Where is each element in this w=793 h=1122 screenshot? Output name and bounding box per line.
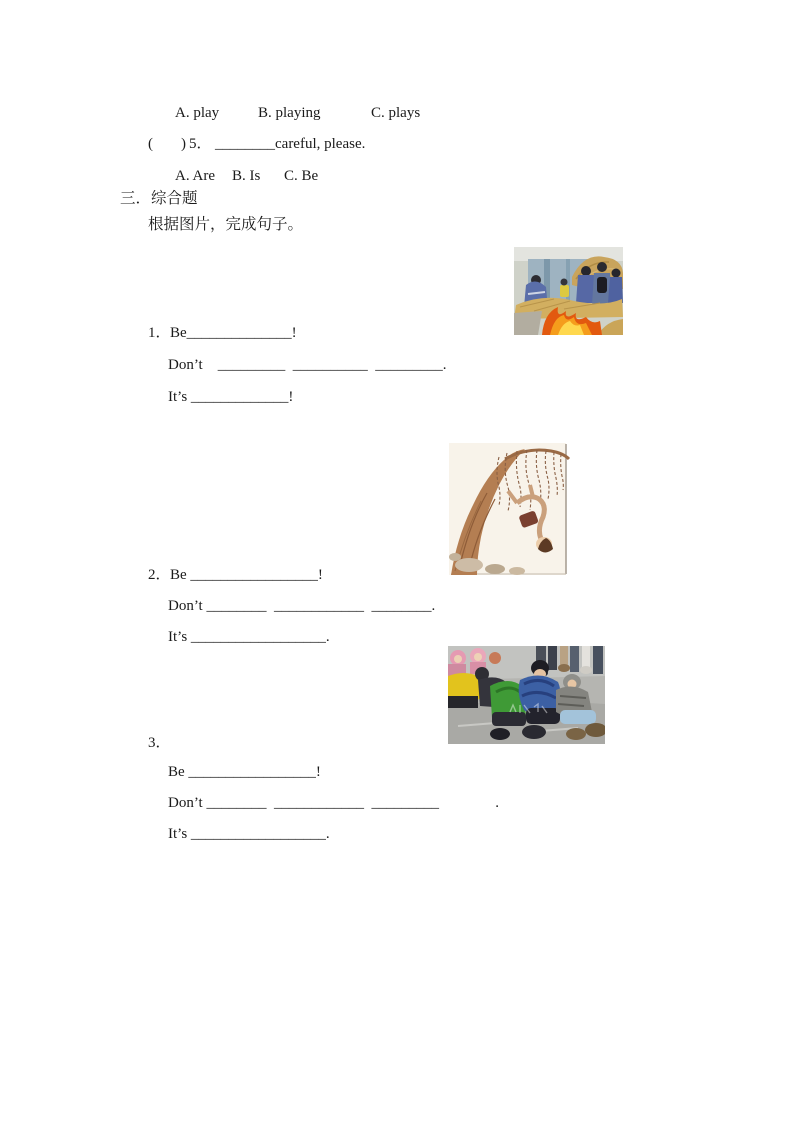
exercise2-dont-line: Don’t ________ ____________ ________. <box>168 598 436 614</box>
q5-number: 5． <box>189 136 212 152</box>
exercise3-dont-line: Don’t ________ ____________ _________ . <box>168 795 499 811</box>
q4-option-c: C. plays <box>371 105 421 121</box>
q5-option-a: A. Are <box>175 168 215 184</box>
q4-option-a: A. play <box>175 105 220 121</box>
section3-instruction: 根据图片，完成句子。 <box>148 216 304 233</box>
exercise3-be-line: Be _________________! <box>168 764 321 780</box>
q5-paren-open: ( <box>148 136 153 152</box>
exercise1-its-line: It’s _____________! <box>168 389 294 405</box>
q4-option-b: B. playing <box>258 105 321 121</box>
q5-option-b: B. Is <box>232 168 261 184</box>
exercise3-its-line: It’s __________________. <box>168 826 330 842</box>
q5-paren-close: ) <box>181 136 186 152</box>
exercise2-number: 2． <box>148 567 171 583</box>
drawing-tree-climbing <box>447 441 575 577</box>
photo-burning-straw <box>514 247 623 335</box>
exercise2-be-line: Be _________________! <box>170 567 323 583</box>
q5-stem: ________careful, please. <box>215 136 366 152</box>
photo-children-on-ice <box>448 646 605 744</box>
exercise1-be-line: Be______________! <box>170 325 297 341</box>
exercise1-number: 1． <box>148 325 171 341</box>
exercise2-its-line: It’s __________________. <box>168 629 330 645</box>
section3-heading: 三．综合题 <box>120 190 198 207</box>
exercise3-number: 3． <box>148 735 171 751</box>
q5-option-c: C. Be <box>284 168 319 184</box>
exercise1-dont-line: Don’t _________ __________ _________. <box>168 357 447 373</box>
